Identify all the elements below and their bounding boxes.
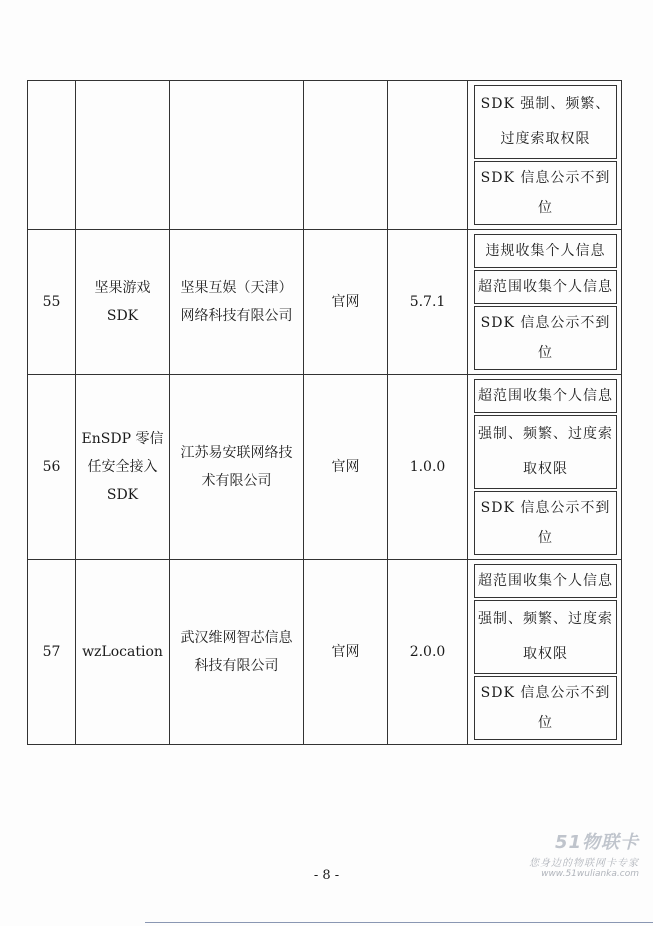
no-cell: 55 [28,230,76,375]
no-cell: 56 [28,375,76,560]
issue-item: SDK 信息公示不到位 [474,306,617,370]
issue-item: SDK 信息公示不到位 [474,676,617,740]
issue-item: 超范围收集个人信息 [474,564,617,598]
issues-cell [468,375,622,560]
page-number: - 8 - [313,868,340,883]
continuation-row [28,81,622,230]
issue-item: 超范围收集个人信息 [474,379,617,413]
issues-cell [468,230,622,375]
no-cell: 57 [28,560,76,745]
name-cell: 坚果游戏SDK [76,230,170,375]
name-cell [76,81,170,230]
issues-cell [468,560,622,745]
watermark-url: www.51wulianka.com [541,869,639,879]
issue-item: SDK 强制、频繁、过度索取权限 [474,85,617,159]
sdk-table [27,80,622,745]
version-cell [388,81,468,230]
source-cell: 官网 [304,560,388,745]
developer-cell: 武汉维网智芯信息科技有限公司 [170,560,304,745]
source-cell [304,81,388,230]
source-cell: 官网 [304,375,388,560]
issue-item: SDK 信息公示不到位 [474,491,617,555]
table-row [28,230,622,375]
bottom-divider [145,922,653,923]
issue-item: 强制、频繁、过度索取权限 [474,600,617,674]
no-cell [28,81,76,230]
issues-cell [468,81,622,230]
table-row [28,375,622,560]
developer-cell: 坚果互娱（天津）网络科技有限公司 [170,230,304,375]
issue-item: SDK 信息公示不到位 [474,161,617,225]
version-cell: 2.0.0 [388,560,468,745]
developer-cell [170,81,304,230]
watermark-logo: 51物联卡 [554,832,639,853]
issue-item: 超范围收集个人信息 [474,270,617,304]
issue-item: 违规收集个人信息 [474,234,617,268]
watermark-tagline: 您身边的物联网卡专家 [529,858,639,869]
version-cell: 1.0.0 [388,375,468,560]
issue-item: 强制、频繁、过度索取权限 [474,415,617,489]
name-cell: wzLocation [76,560,170,745]
version-cell: 5.7.1 [388,230,468,375]
table-row [28,560,622,745]
source-cell: 官网 [304,230,388,375]
developer-cell: 江苏易安联网络技术有限公司 [170,375,304,560]
name-cell: EnSDP 零信任安全接入SDK [76,375,170,560]
